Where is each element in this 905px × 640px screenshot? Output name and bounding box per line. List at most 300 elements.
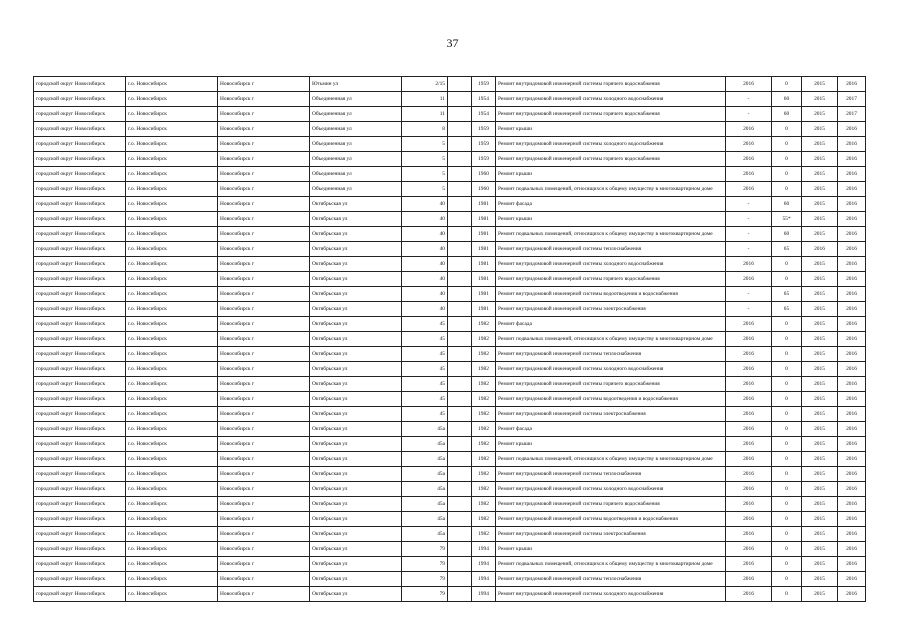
street-cell: Октябрьская ул	[310, 332, 402, 347]
work-type-cell: Ремонт крыши	[496, 212, 726, 227]
planned-year-cell: 2016	[726, 482, 772, 497]
planned-year-cell: -	[726, 92, 772, 107]
house-cell: 45	[402, 407, 448, 422]
start-year-cell: 2015	[802, 362, 838, 377]
municipality-cell: городской округ Новосибирск	[34, 122, 126, 137]
building-cell	[448, 137, 472, 152]
work-type-cell: Ремонт крыши	[496, 437, 726, 452]
year-cell: 1982	[472, 377, 496, 392]
work-type-cell: Ремонт подвальных помещений, относящихся к общему имуществу в многоквартирном доме	[496, 182, 726, 197]
year-cell: 1959	[472, 137, 496, 152]
work-type-cell: Ремонт подвальных помещений, относящихся к общему имуществу в многоквартирном доме	[496, 332, 726, 347]
start-year-cell: 2015	[802, 422, 838, 437]
district-cell: г.о. Новосибирск	[126, 77, 218, 92]
end-year-cell: 2016	[838, 422, 866, 437]
year-cell: 1981	[472, 197, 496, 212]
end-year-cell: 2016	[838, 347, 866, 362]
start-year-cell: 2015	[802, 77, 838, 92]
table-row	[34, 122, 866, 137]
work-type-cell: Ремонт внутридомовой инженерной системы водоотведения и водоснабжения	[496, 287, 726, 302]
municipality-cell: городской округ Новосибирск	[34, 92, 126, 107]
building-cell	[448, 152, 472, 167]
district-cell: г.о. Новосибирск	[126, 287, 218, 302]
city-cell: Новосибирск г	[218, 167, 310, 182]
city-cell: Новосибирск г	[218, 197, 310, 212]
percent-cell: 0	[772, 497, 802, 512]
city-cell: Новосибирск г	[218, 572, 310, 587]
city-cell: Новосибирск г	[218, 137, 310, 152]
start-year-cell: 2015	[802, 557, 838, 572]
year-cell: 1982	[472, 497, 496, 512]
planned-year-cell: 2016	[726, 437, 772, 452]
municipality-cell: городской округ Новосибирск	[34, 542, 126, 557]
percent-cell: 0	[772, 527, 802, 542]
percent-cell: 55*	[772, 212, 802, 227]
table-row	[34, 572, 866, 587]
percent-cell: 0	[772, 422, 802, 437]
table-row	[34, 272, 866, 287]
table-row	[34, 587, 866, 602]
municipality-cell: городской округ Новосибирск	[34, 212, 126, 227]
planned-year-cell: 2016	[726, 572, 772, 587]
work-type-cell: Ремонт фасада	[496, 317, 726, 332]
end-year-cell: 2016	[838, 167, 866, 182]
building-cell	[448, 332, 472, 347]
planned-year-cell: -	[726, 302, 772, 317]
street-cell: Октябрьская ул	[310, 347, 402, 362]
work-type-cell: Ремонт крыши	[496, 542, 726, 557]
year-cell: 1982	[472, 482, 496, 497]
end-year-cell: 2016	[838, 302, 866, 317]
start-year-cell: 2015	[802, 302, 838, 317]
start-year-cell: 2015	[802, 92, 838, 107]
start-year-cell: 2015	[802, 182, 838, 197]
municipality-cell: городской округ Новосибирск	[34, 317, 126, 332]
building-cell	[448, 587, 472, 602]
district-cell: г.о. Новосибирск	[126, 467, 218, 482]
street-cell: Октябрьская ул	[310, 197, 402, 212]
planned-year-cell: 2016	[726, 467, 772, 482]
district-cell: г.о. Новосибирск	[126, 452, 218, 467]
table-row	[34, 302, 866, 317]
work-type-cell: Ремонт подвальных помещений, относящихся к общему имуществу в многоквартирном доме	[496, 227, 726, 242]
house-cell: 5	[402, 167, 448, 182]
end-year-cell: 2016	[838, 377, 866, 392]
work-type-cell: Ремонт внутридомовой инженерной системы горячего водоснабжения	[496, 497, 726, 512]
year-cell: 1981	[472, 257, 496, 272]
street-cell: Октябрьская ул	[310, 317, 402, 332]
planned-year-cell: 2016	[726, 317, 772, 332]
table-row	[34, 512, 866, 527]
district-cell: г.о. Новосибирск	[126, 332, 218, 347]
district-cell: г.о. Новосибирск	[126, 497, 218, 512]
building-cell	[448, 182, 472, 197]
table-row	[34, 182, 866, 197]
district-cell: г.о. Новосибирск	[126, 152, 218, 167]
district-cell: г.о. Новосибирск	[126, 407, 218, 422]
year-cell: 1960	[472, 167, 496, 182]
city-cell: Новосибирск г	[218, 182, 310, 197]
table-row	[34, 557, 866, 572]
work-type-cell: Ремонт внутридомовой инженерной системы горячего водоснабжения	[496, 77, 726, 92]
table-row	[34, 452, 866, 467]
municipality-cell: городской округ Новосибирск	[34, 407, 126, 422]
district-cell: г.о. Новосибирск	[126, 242, 218, 257]
municipality-cell: городской округ Новосибирск	[34, 527, 126, 542]
house-cell: 45а	[402, 497, 448, 512]
year-cell: 1982	[472, 362, 496, 377]
building-cell	[448, 287, 472, 302]
planned-year-cell: 2016	[726, 407, 772, 422]
building-cell	[448, 257, 472, 272]
street-cell: Октябрьская ул	[310, 557, 402, 572]
percent-cell: 0	[772, 317, 802, 332]
house-cell: 45а	[402, 512, 448, 527]
house-cell: 45	[402, 317, 448, 332]
district-cell: г.о. Новосибирск	[126, 257, 218, 272]
percent-cell: 0	[772, 377, 802, 392]
building-cell	[448, 272, 472, 287]
planned-year-cell: 2016	[726, 167, 772, 182]
start-year-cell: 2015	[802, 467, 838, 482]
district-cell: г.о. Новосибирск	[126, 512, 218, 527]
start-year-cell: 2015	[802, 257, 838, 272]
street-cell: Октябрьская ул	[310, 212, 402, 227]
planned-year-cell: 2016	[726, 362, 772, 377]
end-year-cell: 2016	[838, 77, 866, 92]
table-row	[34, 332, 866, 347]
city-cell: Новосибирск г	[218, 122, 310, 137]
start-year-cell: 2015	[802, 122, 838, 137]
planned-year-cell: -	[726, 197, 772, 212]
planned-year-cell: 2016	[726, 257, 772, 272]
district-cell: г.о. Новосибирск	[126, 557, 218, 572]
district-cell: г.о. Новосибирск	[126, 272, 218, 287]
table-row	[34, 212, 866, 227]
building-cell	[448, 557, 472, 572]
building-cell	[448, 377, 472, 392]
year-cell: 1981	[472, 242, 496, 257]
year-cell: 1994	[472, 557, 496, 572]
city-cell: Новосибирск г	[218, 452, 310, 467]
planned-year-cell: 2016	[726, 122, 772, 137]
end-year-cell: 2016	[838, 272, 866, 287]
work-type-cell: Ремонт фасада	[496, 422, 726, 437]
municipality-cell: городской округ Новосибирск	[34, 512, 126, 527]
municipality-cell: городской округ Новосибирск	[34, 362, 126, 377]
municipality-cell: городской округ Новосибирск	[34, 107, 126, 122]
end-year-cell: 2016	[838, 482, 866, 497]
city-cell: Новосибирск г	[218, 557, 310, 572]
year-cell: 1981	[472, 287, 496, 302]
house-cell: 5	[402, 137, 448, 152]
planned-year-cell: 2016	[726, 137, 772, 152]
building-cell	[448, 422, 472, 437]
house-cell: 45	[402, 347, 448, 362]
building-cell	[448, 197, 472, 212]
building-cell	[448, 212, 472, 227]
percent-cell: 0	[772, 167, 802, 182]
planned-year-cell: -	[726, 212, 772, 227]
house-cell: 45а	[402, 482, 448, 497]
house-cell: 45	[402, 332, 448, 347]
street-cell: Октябрьская ул	[310, 377, 402, 392]
house-cell: 40	[402, 227, 448, 242]
municipality-cell: городской округ Новосибирск	[34, 227, 126, 242]
end-year-cell: 2016	[838, 587, 866, 602]
start-year-cell: 2015	[802, 212, 838, 227]
end-year-cell: 2016	[838, 542, 866, 557]
city-cell: Новосибирск г	[218, 92, 310, 107]
year-cell: 1982	[472, 407, 496, 422]
table-row	[34, 197, 866, 212]
end-year-cell: 2016	[838, 407, 866, 422]
building-cell	[448, 542, 472, 557]
house-cell: 40	[402, 272, 448, 287]
table-row	[34, 437, 866, 452]
house-cell: 11	[402, 92, 448, 107]
table-row	[34, 167, 866, 182]
house-cell: 40	[402, 242, 448, 257]
table-body	[34, 77, 866, 602]
percent-cell: 0	[772, 407, 802, 422]
city-cell: Новосибирск г	[218, 422, 310, 437]
start-year-cell: 2015	[802, 227, 838, 242]
house-cell: 5	[402, 182, 448, 197]
work-type-cell: Ремонт внутридомовой инженерной системы горячего водоснабжения	[496, 377, 726, 392]
percent-cell: 0	[772, 152, 802, 167]
district-cell: г.о. Новосибирск	[126, 527, 218, 542]
district-cell: г.о. Новосибирск	[126, 377, 218, 392]
building-cell	[448, 527, 472, 542]
planned-year-cell: 2016	[726, 272, 772, 287]
year-cell: 1982	[472, 512, 496, 527]
building-cell	[448, 92, 472, 107]
work-type-cell: Ремонт внутридомовой инженерной системы теплоснабжения	[496, 572, 726, 587]
percent-cell: 0	[772, 332, 802, 347]
work-type-cell: Ремонт внутридомовой инженерной системы электроснабжения	[496, 407, 726, 422]
year-cell: 1994	[472, 572, 496, 587]
end-year-cell: 2016	[838, 452, 866, 467]
start-year-cell: 2015	[802, 407, 838, 422]
street-cell: Октябрьская ул	[310, 542, 402, 557]
table-row	[34, 527, 866, 542]
building-cell	[448, 302, 472, 317]
table-row	[34, 377, 866, 392]
planned-year-cell: 2016	[726, 182, 772, 197]
house-cell: 5	[402, 152, 448, 167]
municipality-cell: городской округ Новосибирск	[34, 332, 126, 347]
planned-year-cell: -	[726, 242, 772, 257]
table-row	[34, 497, 866, 512]
start-year-cell: 2015	[802, 317, 838, 332]
house-cell: 45	[402, 362, 448, 377]
district-cell: г.о. Новосибирск	[126, 302, 218, 317]
building-cell	[448, 227, 472, 242]
end-year-cell: 2016	[838, 557, 866, 572]
municipality-cell: городской округ Новосибирск	[34, 482, 126, 497]
table-row	[34, 152, 866, 167]
municipality-cell: городской округ Новосибирск	[34, 257, 126, 272]
percent-cell: 0	[772, 437, 802, 452]
start-year-cell: 2015	[802, 347, 838, 362]
city-cell: Новосибирск г	[218, 77, 310, 92]
house-cell: 45а	[402, 452, 448, 467]
house-cell: 40	[402, 197, 448, 212]
city-cell: Новосибирск г	[218, 392, 310, 407]
house-cell: 2/15	[402, 77, 448, 92]
house-cell: 45а	[402, 422, 448, 437]
end-year-cell: 2016	[838, 392, 866, 407]
year-cell: 1959	[472, 152, 496, 167]
percent-cell: 0	[772, 77, 802, 92]
municipality-cell: городской округ Новосибирск	[34, 137, 126, 152]
start-year-cell: 2015	[802, 167, 838, 182]
city-cell: Новосибирск г	[218, 107, 310, 122]
house-cell: 40	[402, 257, 448, 272]
house-cell: 11	[402, 107, 448, 122]
end-year-cell: 2016	[838, 182, 866, 197]
city-cell: Новосибирск г	[218, 272, 310, 287]
table-row	[34, 137, 866, 152]
percent-cell: 0	[772, 587, 802, 602]
end-year-cell: 2016	[838, 362, 866, 377]
building-cell	[448, 242, 472, 257]
city-cell: Новосибирск г	[218, 152, 310, 167]
house-cell: 45а	[402, 467, 448, 482]
year-cell: 1959	[472, 122, 496, 137]
year-cell: 1982	[472, 317, 496, 332]
city-cell: Новосибирск г	[218, 437, 310, 452]
street-cell: Октябрьская ул	[310, 587, 402, 602]
percent-cell: 0	[772, 452, 802, 467]
end-year-cell: 2016	[838, 137, 866, 152]
district-cell: г.о. Новосибирск	[126, 587, 218, 602]
district-cell: г.о. Новосибирск	[126, 167, 218, 182]
year-cell: 1981	[472, 302, 496, 317]
work-type-cell: Ремонт внутридомовой инженерной системы теплоснабжения	[496, 347, 726, 362]
street-cell: Октябрьская ул	[310, 422, 402, 437]
year-cell: 1994	[472, 587, 496, 602]
district-cell: г.о. Новосибирск	[126, 92, 218, 107]
start-year-cell: 2015	[802, 527, 838, 542]
end-year-cell: 2016	[838, 197, 866, 212]
building-cell	[448, 107, 472, 122]
start-year-cell: 2015	[802, 332, 838, 347]
municipality-cell: городской округ Новосибирск	[34, 152, 126, 167]
table-row	[34, 347, 866, 362]
planned-year-cell: 2016	[726, 452, 772, 467]
street-cell: Октябрьская ул	[310, 527, 402, 542]
building-cell	[448, 77, 472, 92]
city-cell: Новосибирск г	[218, 212, 310, 227]
street-cell: Октябрьская ул	[310, 437, 402, 452]
street-cell: Октябрьская ул	[310, 572, 402, 587]
year-cell: 1981	[472, 272, 496, 287]
percent-cell: 0	[772, 122, 802, 137]
district-cell: г.о. Новосибирск	[126, 482, 218, 497]
building-cell	[448, 122, 472, 137]
district-cell: г.о. Новосибирск	[126, 122, 218, 137]
city-cell: Новосибирск г	[218, 257, 310, 272]
city-cell: Новосибирск г	[218, 287, 310, 302]
year-cell: 1982	[472, 332, 496, 347]
table-row	[34, 227, 866, 242]
repair-schedule-table	[33, 76, 866, 602]
planned-year-cell: -	[726, 227, 772, 242]
work-type-cell: Ремонт внутридомовой инженерной системы водоотведения и водоснабжения	[496, 392, 726, 407]
planned-year-cell: 2016	[726, 512, 772, 527]
percent-cell: 0	[772, 392, 802, 407]
district-cell: г.о. Новосибирск	[126, 317, 218, 332]
street-cell: Октябрьская ул	[310, 227, 402, 242]
district-cell: г.о. Новосибирск	[126, 137, 218, 152]
start-year-cell: 2015	[802, 497, 838, 512]
start-year-cell: 2015	[802, 482, 838, 497]
municipality-cell: городской округ Новосибирск	[34, 557, 126, 572]
district-cell: г.о. Новосибирск	[126, 437, 218, 452]
district-cell: г.о. Новосибирск	[126, 542, 218, 557]
city-cell: Новосибирск г	[218, 482, 310, 497]
municipality-cell: городской округ Новосибирск	[34, 467, 126, 482]
work-type-cell: Ремонт внутридомовой инженерной системы холодного водоснабжения	[496, 257, 726, 272]
end-year-cell: 2016	[838, 152, 866, 167]
house-cell: 40	[402, 287, 448, 302]
planned-year-cell: 2016	[726, 332, 772, 347]
work-type-cell: Ремонт крыши	[496, 122, 726, 137]
percent-cell: 0	[772, 272, 802, 287]
street-cell: Октябрьская ул	[310, 392, 402, 407]
building-cell	[448, 467, 472, 482]
district-cell: г.о. Новосибирск	[126, 572, 218, 587]
year-cell: 1982	[472, 392, 496, 407]
work-type-cell: Ремонт подвальных помещений, относящихся к общему имуществу в многоквартирном доме	[496, 557, 726, 572]
street-cell: Октябрьская ул	[310, 302, 402, 317]
table-row	[34, 407, 866, 422]
percent-cell: 65	[772, 287, 802, 302]
street-cell: Октябрьская ул	[310, 242, 402, 257]
city-cell: Новосибирск г	[218, 347, 310, 362]
planned-year-cell: 2016	[726, 542, 772, 557]
building-cell	[448, 347, 472, 362]
municipality-cell: городской округ Новосибирск	[34, 497, 126, 512]
start-year-cell: 2015	[802, 197, 838, 212]
percent-cell: 0	[772, 512, 802, 527]
percent-cell: 0	[772, 572, 802, 587]
building-cell	[448, 572, 472, 587]
percent-cell: 60	[772, 92, 802, 107]
table-row	[34, 392, 866, 407]
city-cell: Новосибирск г	[218, 497, 310, 512]
year-cell: 1954	[472, 92, 496, 107]
planned-year-cell: 2016	[726, 77, 772, 92]
city-cell: Новосибирск г	[218, 467, 310, 482]
work-type-cell: Ремонт фасада	[496, 197, 726, 212]
end-year-cell: 2016	[838, 512, 866, 527]
start-year-cell: 2015	[802, 452, 838, 467]
municipality-cell: городской округ Новосибирск	[34, 182, 126, 197]
year-cell: 1959	[472, 77, 496, 92]
municipality-cell: городской округ Новосибирск	[34, 452, 126, 467]
building-cell	[448, 317, 472, 332]
city-cell: Новосибирск г	[218, 302, 310, 317]
municipality-cell: городской округ Новосибирск	[34, 197, 126, 212]
table-row	[34, 482, 866, 497]
start-year-cell: 2015	[802, 377, 838, 392]
street-cell: Октябрьская ул	[310, 497, 402, 512]
street-cell: Октябрьская ул	[310, 452, 402, 467]
municipality-cell: городской округ Новосибирск	[34, 272, 126, 287]
